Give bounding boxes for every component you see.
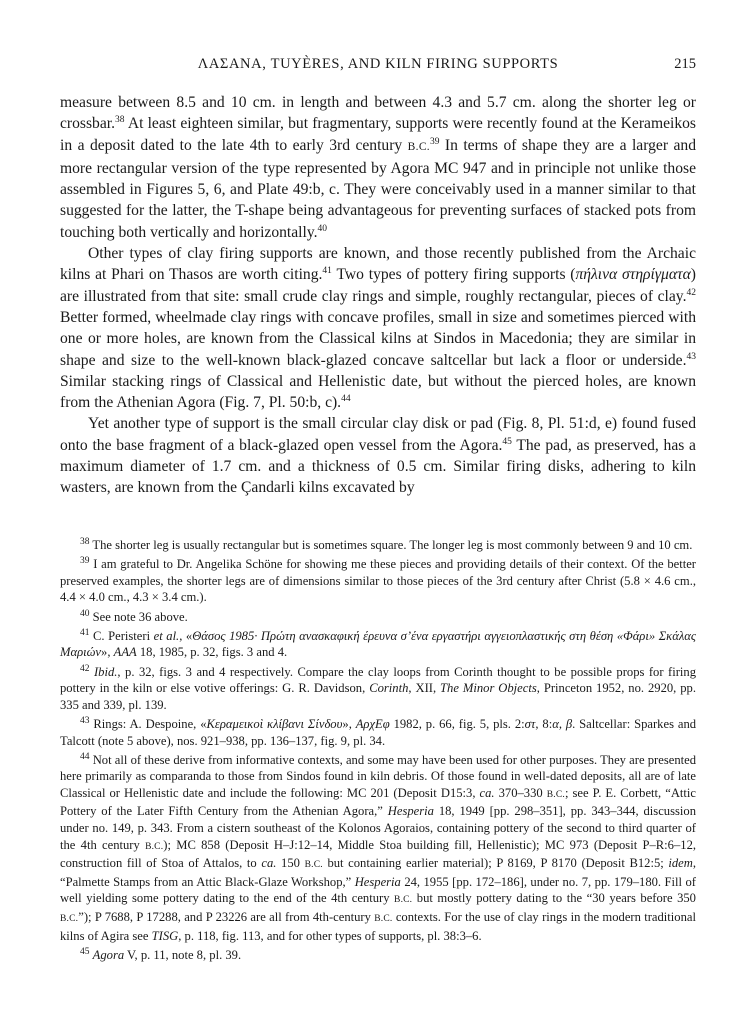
text-run: , « [179, 628, 193, 643]
text-run: 18, 1985, p. 32, figs. 3 and 4. [136, 645, 288, 660]
italic-run: et al. [153, 628, 180, 643]
footnote-42 [60, 664, 696, 714]
footnote-ref-39: 39 [429, 136, 440, 147]
text-run: ”); P 7688, P 17288, and P 23226 are all from 4th-century [78, 910, 375, 925]
text-run: but mostly pottery dating to the “30 years before 350 [412, 891, 696, 906]
footnote-ref-41: 41 [322, 266, 332, 277]
era-abbr: B.C. [145, 841, 164, 852]
text-run: ; see P. E. Corbett, “Attic Pottery of the Later Fifth Century from the Athenian Agora,” [60, 785, 696, 819]
text-run: C. Peristeri [89, 628, 154, 643]
greek-term: πήλινα στηρίγματα [575, 266, 691, 284]
running-title: ΛΑΣΑΝΑ, TUYÈRES, AND KILN FIRING SUPPORTS [197, 56, 559, 72]
text-run: », [101, 645, 114, 660]
running-header [60, 56, 696, 76]
text-run: 370–330 [494, 785, 547, 800]
footnote-38 [60, 537, 696, 554]
italic-run: Ibid. [93, 664, 118, 679]
text-run: », [342, 716, 356, 731]
page-number: 215 [674, 56, 696, 72]
text-run: Similar stacking rings of Classical and Hellenistic date, but without the pierced holes, are known from the Athenian Agora (Fig. 7, Pl. 50:b, c). [60, 372, 696, 412]
text-run: ); MC 858 (Deposit H–J:12–14, Middle Stoa building fill, Hellenistic); MC 973 (Deposit P–R:6–12, construction fill of Stoa of Attalos, to [60, 837, 697, 871]
era-abbr: B.C. [374, 914, 393, 925]
footnotes [60, 537, 696, 966]
journal-title: AAA [113, 645, 137, 660]
paragraph-1 [60, 92, 696, 243]
text-run: In terms of shape they are a larger and more rectangular version of the type represented by Agora MC 947 and in principle not unlike those assembled in Figures 5, 6, and Plate 49:b, c. They were conceivably used in a manner similar to that suggested for the latter, the T-shape being advantageous for preventing surfaces of stacked pots from touching both vertically and horizontally. [60, 136, 696, 241]
footnote-number: 42 [80, 663, 90, 674]
footnote-ref-45: 45 [502, 436, 512, 447]
text-run: Two types of pottery firing supports ( [331, 266, 576, 284]
footnote-41 [60, 628, 696, 661]
text-run: Other types of clay firing supports are known, and those recently published from the Archaic kilns at Phari on Thasos are worth citing. [60, 245, 696, 284]
footnote-44 [60, 752, 696, 945]
footnote-ref-43: 43 [686, 351, 696, 362]
era-abbr: B.C. [407, 140, 430, 153]
text-run: measure between 8.5 and 10 cm. in length and between 4.3 and 5.7 cm. along the shorter leg or crossbar. [60, 94, 696, 133]
italic-run: Agora [92, 947, 125, 962]
paragraph-3 [60, 413, 696, 498]
journal-title: Hesperia [354, 874, 401, 889]
text-run: Better formed, wheelmade clay rings with concave profiles, small in size and sometimes pierced with one or more holes, are known from the Classical kilns at Sindos in Macedonia; they are similar in shape and size to the well-known black-glazed concave saltcellar but lack a floor or underside. [60, 308, 696, 369]
text-run: Not all of these derive from informative contexts, and some may have been used for other purposes. They are presented here primarily as comparanda to those from Sindos found in kiln debris. Of those found in well-dated deposits, all are of late Classical or Hellenistic date and include the following: MC 201 (Deposit D15:3, [60, 752, 696, 800]
text-run: 150 [276, 856, 305, 871]
footnote-ref-40: 40 [317, 223, 328, 234]
text-run: 24, 1955 [pp. 172–186], under no. 7, pp. 179–180. Fill of well yielding some pottery dating to the end of the 4th century [60, 874, 696, 906]
text-run: V, p. 11, note 8, pl. 39. [124, 947, 242, 962]
era-abbr: B.C. [60, 914, 79, 925]
italic-run: Corinth [369, 681, 409, 696]
text-run: , p. 118, fig. 113, and for other types of supports, pl. 38:3–6. [178, 928, 482, 943]
footnote-text: The shorter leg is usually rectangular but is sometimes square. The longer leg is most commonly between 9 and 10 cm. [89, 538, 693, 552]
italic-run: στ [524, 716, 536, 731]
footnote-ref-42: 42 [686, 287, 696, 298]
footnote-number: 44 [80, 751, 90, 762]
footnote-text: See note 36 above. [89, 609, 188, 624]
greek-title: Κεραμεικοὶ κλίβανι Σίνδου [206, 716, 343, 731]
text-run: 1982, p. 66, fig. 5, pls. 2: [389, 716, 525, 731]
text-run: Yet another type of support is the small circular clay disk or pad (Fig. 8, Pl. 51:d, e) found fused onto the base fragment of a black-glazed open vessel from the Agora. [60, 415, 696, 454]
footnote-39 [60, 556, 696, 606]
italic-run: idem [668, 856, 693, 871]
text-run: 18, 1949 [pp. 298–351], pp. 343–344, discussion under no. 149, p. 343. From a cistern southeast of the Kolonos Agoraios, containing pottery of the second to third quarter of the 4th century [60, 804, 696, 852]
footnote-ref-44: 44 [341, 393, 351, 404]
footnote-number: 45 [80, 946, 90, 957]
footnote-45 [60, 947, 696, 964]
text-run: Rings: A. Despoine, « [89, 716, 207, 731]
text-run: , 8: [535, 716, 553, 731]
body-text [60, 92, 696, 499]
text-run: At least eighteen similar, but fragmentary, supports were recently found at the Kerameikos in a deposit dated to the late 4th to early 3rd century [60, 115, 696, 154]
text-run: , XII, [408, 681, 441, 696]
footnote-43 [60, 716, 696, 749]
italic-run: α, β [552, 716, 573, 731]
text-run: , p. 32, figs. 3 and 4 respectively. Compare the clay loops from Corinth thought to be possible props for firing pottery in the kiln or else votive offerings: G. R. Davidson, [60, 664, 696, 696]
footnote-ref-38: 38 [115, 115, 125, 126]
era-abbr: B.C. [304, 860, 323, 871]
footnote-number: 39 [80, 556, 90, 566]
text-run: ) are illustrated from that site: small crude clay rings and simple, roughly rectangular, pieces of clay. [60, 266, 696, 305]
footnote-text: I am grateful to Dr. Angelika Schöne for showing me these pieces and providing details of their context. Of the better preserved examples, the shorter legs are of dimensions similar to those pieces of the 3rd century after Christ (5.8 × 4.6 cm., 4.4 × 4.0 cm., 4.3 × 3.4 cm.). [60, 557, 696, 605]
text-run: but containing earlier material); P 8169, P 8170 (Deposit B12:5; [322, 856, 669, 871]
footnote-number: 38 [80, 536, 90, 547]
text-run: , Princeton 1952, no. 2920, pp. 335 and 339, pl. 139. [60, 681, 696, 712]
era-abbr: B.C. [546, 789, 565, 800]
italic-run: TISG [151, 928, 179, 943]
era-abbr: B.C. [394, 895, 413, 906]
footnote-number: 41 [80, 627, 90, 638]
paragraph-2 [60, 243, 696, 413]
text-run: . Saltcellar: Sparkes and Talcott (note 5 above), nos. 921–938, pp. 136–137, fig. 9, pl. 34. [60, 716, 697, 748]
footnote-number: 40 [80, 608, 90, 619]
text-run: , “Palmette Stamps from an Attic Black-Glaze Workshop,” [60, 856, 697, 889]
text-run: contexts. For the use of clay rings in the modern traditional kilns of Agira see [60, 910, 696, 943]
footnote-number: 43 [80, 715, 90, 726]
text-run: The pad, as preserved, has a maximum diameter of 1.7 cm. and a thickness of 0.5 cm. Similar firing disks, adhering to kiln wasters, are known from the Çandarli kilns excavated by [60, 436, 696, 497]
italic-run: ca. [261, 856, 277, 871]
greek-title: Θάσος 1985· Πρώτη ανασκαφική έρευνα σ’ένα εργαστήρι αγγειοπλαστικής στη θέση «Φάρι» Σκάλας Μαριών [60, 628, 697, 660]
footnote-40 [60, 609, 696, 626]
journal-title: Hesperia [387, 804, 434, 819]
italic-run: The Minor Objects [440, 681, 537, 696]
journal-title: ΑρχΕφ [355, 716, 390, 731]
italic-run: ca. [479, 785, 495, 800]
